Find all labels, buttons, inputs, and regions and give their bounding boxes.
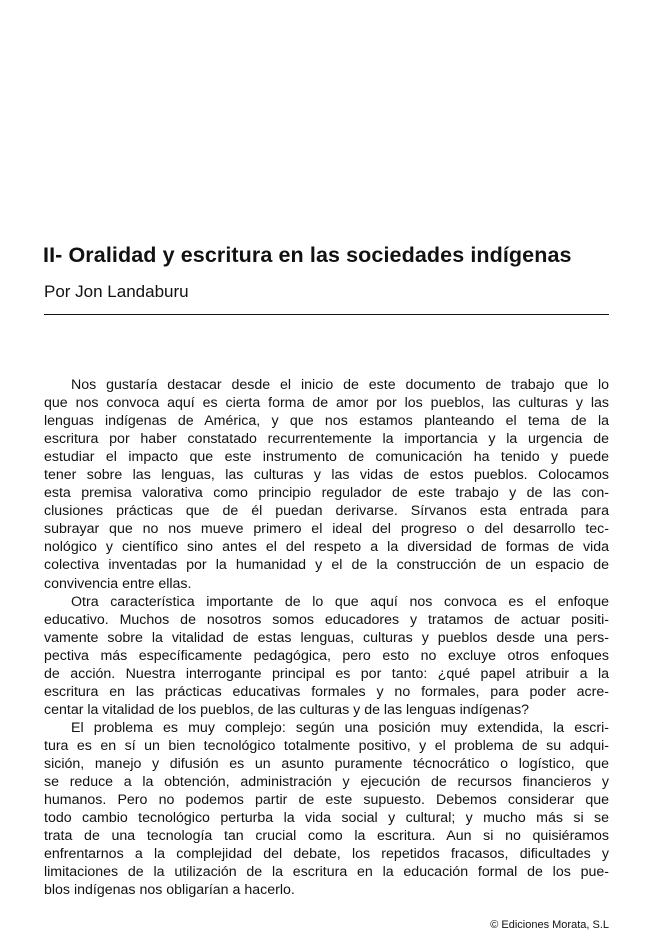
text-line: estudiar el impacto que este instrumento de comunicación ha tenido y puede bbox=[44, 449, 609, 466]
title-divider bbox=[44, 314, 609, 315]
chapter-title: II- Oralidad y escritura en las sociedades indígenas bbox=[43, 243, 572, 267]
text-line: educativo. Muchos de nosotros somos educadores y tratamos de actuar positi- bbox=[44, 611, 609, 628]
text-line: escritura por haber constatado recurrentemente la importancia y la urgencia de bbox=[44, 431, 609, 448]
text-line: El problema es muy complejo: según una posición muy extendida, la escri- bbox=[71, 719, 609, 736]
text-line: clusiones prácticas que de él puedan derivarse. Sírvanos esta entrada para bbox=[44, 503, 609, 520]
body-text bbox=[44, 376, 609, 899]
text-line: que nos convoca aquí es cierta forma de amor por los pueblos, las culturas y las bbox=[44, 395, 609, 412]
text-line: subrayar que no nos mueve primero el ideal del progreso o del desarrollo tec- bbox=[44, 521, 609, 538]
text-line: se reduce a la obtención, administración y ejecución de recursos financieros y bbox=[44, 774, 609, 791]
text-line: colectiva inventadas por la humanidad y el de la construcción de un espacio de bbox=[44, 557, 609, 574]
author-byline: Por Jon Landaburu bbox=[44, 282, 189, 301]
text-line: tener sobre las lenguas, las culturas y las vidas de estos pueblos. Colocamos bbox=[44, 467, 609, 484]
text-line: trata de una tecnología tan crucial como la escritura. Aun si no quisiéramos bbox=[44, 828, 609, 845]
text-line: humanos. Pero no podemos partir de este supuesto. Debemos considerar que bbox=[44, 792, 609, 809]
text-line: sición, manejo y difusión es un asunto puramente técnocrático o logístico, que bbox=[44, 755, 609, 772]
text-line: lenguas indígenas de América, y que nos estamos planteando el tema de la bbox=[44, 413, 609, 430]
text-line: tura es en sí un bien tecnológico totalmente positivo, y el problema de su adqui- bbox=[44, 737, 609, 754]
text-line: centar la vitalidad de los pueblos, de las culturas y de las lenguas indígenas? bbox=[44, 701, 530, 718]
text-line: nológico y científico sino antes el del respeto a la diversidad de formas de vida bbox=[44, 539, 609, 556]
text-line: todo cambio tecnológico perturba la vida social y cultural; y mucho más si se bbox=[44, 810, 609, 827]
text-line: Otra característica importante de lo que aquí nos convoca es el enfoque bbox=[71, 593, 609, 610]
text-line: convivencia entre ellas. bbox=[44, 575, 192, 592]
publisher-footer: © Ediciones Morata, S.L bbox=[490, 919, 609, 931]
text-line: esta premisa valorativa como principio regulador de este trabajo y de las con- bbox=[44, 485, 609, 502]
text-line: blos indígenas nos obligarían a hacerlo. bbox=[44, 882, 295, 899]
text-line: vamente sobre la vitalidad de estas lenguas, culturas y pueblos desde una pers- bbox=[44, 629, 609, 646]
text-line: pectiva más específicamente pedagógica, pero esto no excluye otros enfoques bbox=[44, 647, 609, 664]
text-line: de acción. Nuestra interrogante principal es por tanto: ¿qué papel atribuir a la bbox=[44, 665, 609, 682]
text-line: escritura en las prácticas educativas formales y no formales, para poder acre- bbox=[44, 683, 609, 700]
text-line: enfrentarnos a la complejidad del debate, los repetidos fracasos, dificultades y bbox=[44, 846, 609, 863]
text-line: limitaciones de la utilización de la escritura en la educación formal de los pue- bbox=[44, 864, 609, 881]
text-line: Nos gustaría destacar desde el inicio de este documento de trabajo que lo bbox=[71, 377, 609, 393]
